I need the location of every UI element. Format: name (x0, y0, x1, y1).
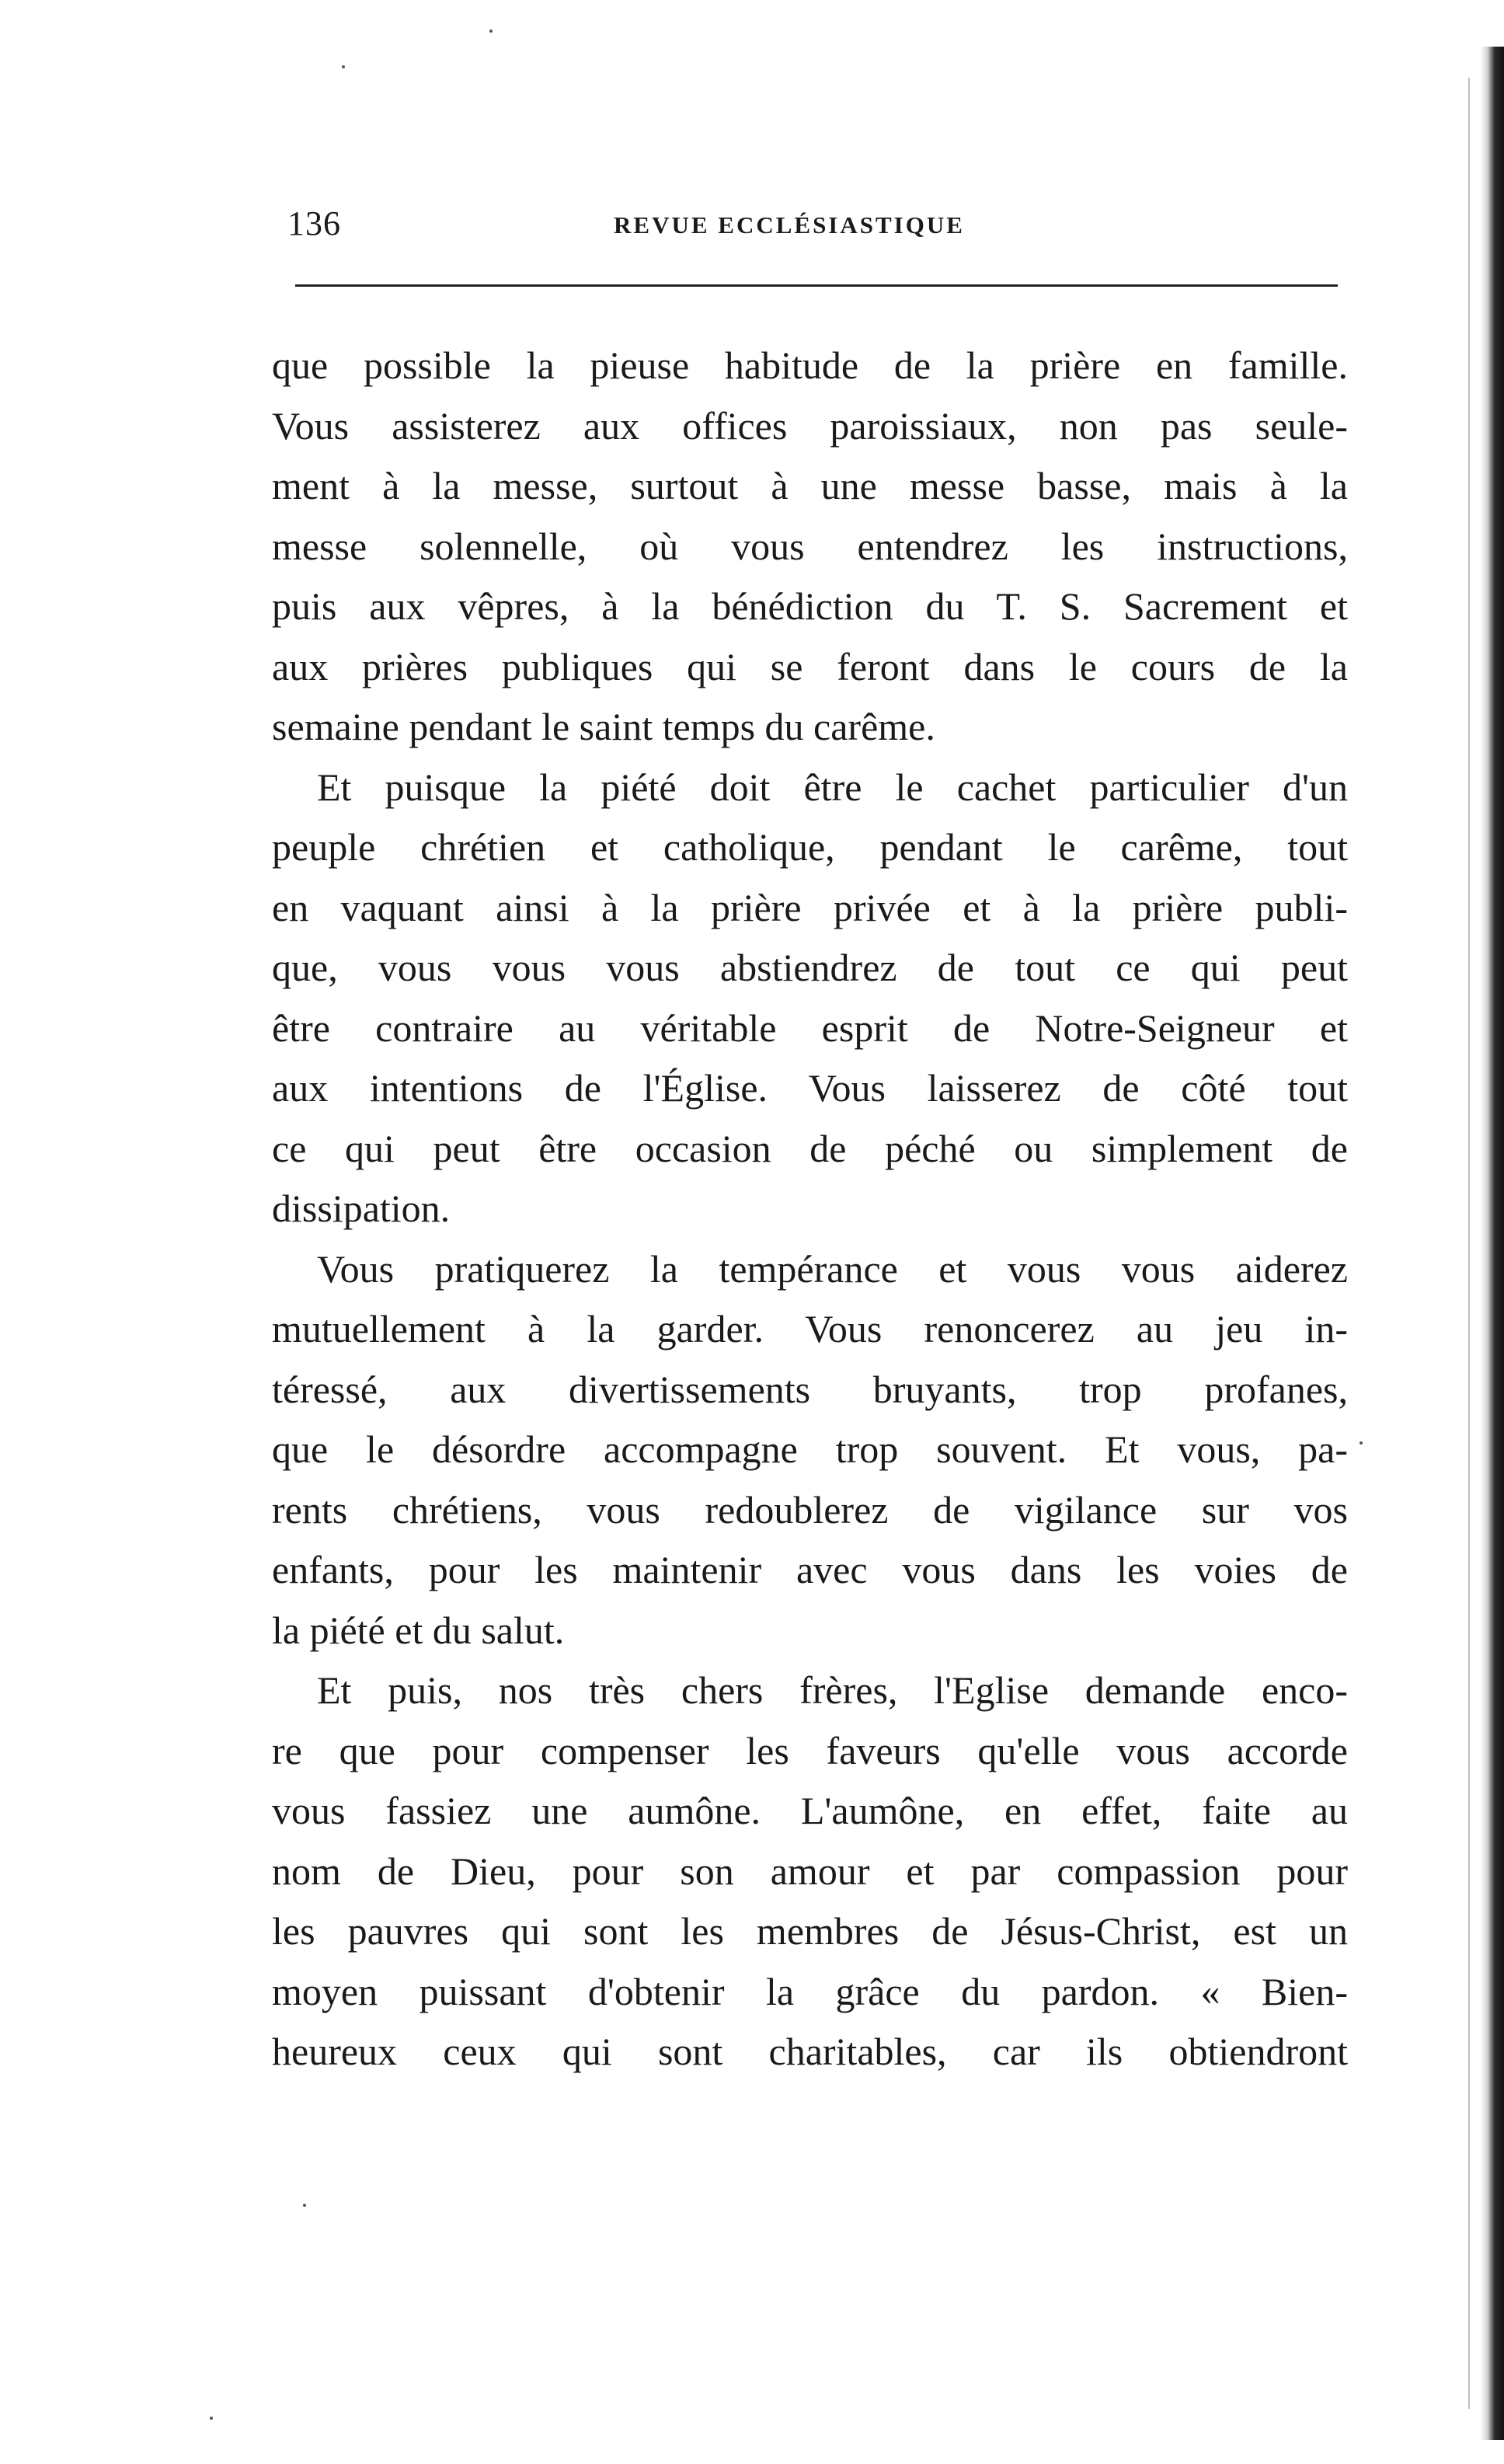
text-line: heureux ceux qui sont charitables, car ils obtiendront (272, 2030, 1348, 2073)
text-line: rents chrétiens, vous redoublerez de vigilance sur vos (272, 1487, 1348, 1532)
text-line: aux intentions de l'Église. Vous laisserez de côté tout (272, 1066, 1348, 1110)
body-text (272, 336, 1348, 2082)
scan-speck (1360, 1441, 1363, 1445)
text-line: puis aux vêpres, à la bénédiction du T. S. Sacrement et (272, 584, 1348, 628)
text-line: moyen puissant d'obtenir la grâce du pardon. « Bien- (272, 1969, 1348, 2013)
scan-edge-line (1468, 78, 1470, 2409)
text-line: que le désordre accompagne trop souvent. Et vous, pa- (272, 1427, 1348, 1471)
scan-speck (342, 65, 345, 68)
page-number: 136 (287, 204, 341, 242)
text-line: messe solennelle, où vous entendrez les instructions, (272, 524, 1348, 568)
text-line: vous fassiez une aumône. L'aumône, en effet, faite au (272, 1789, 1348, 1832)
page-header (287, 204, 1340, 250)
text-line: Et puisque la piété doit être le cachet particulier d'un (317, 765, 1348, 809)
text-line: la piété et du salut. (272, 1608, 565, 1652)
text-line: en vaquant ainsi à la prière privée et à la prière publi- (272, 885, 1348, 929)
text-line: aux prières publiques qui se feront dans le cours de la (272, 644, 1348, 688)
text-line: semaine pendant le saint temps du carême. (272, 705, 935, 748)
running-title: REVUE ECCLÉSIASTIQUE (614, 211, 965, 239)
text-line: nom de Dieu, pour son amour et par compassion pour (272, 1849, 1348, 1893)
text-line: Vous assisterez aux offices paroissiaux, non pas seule- (272, 403, 1348, 448)
text-line: mutuellement à la garder. Vous renoncerez au jeu in- (272, 1307, 1348, 1350)
scan-speck (303, 2204, 306, 2207)
text-line: les pauvres qui sont les membres de Jésus-Christ, est un (272, 1909, 1348, 1953)
text-line: enfants, pour les maintenir avec vous dans les voies de (272, 1548, 1348, 1591)
text-line: ment à la messe, surtout à une messe basse, mais à la (272, 464, 1348, 507)
scan-edge-shadow (1481, 47, 1504, 2440)
scan-speck (489, 30, 493, 33)
text-line: ce qui peut être occasion de péché ou simplement de (272, 1126, 1348, 1170)
text-line: être contraire au véritable esprit de Notre-Seigneur et (272, 1005, 1348, 1050)
text-line: dissipation. (272, 1187, 451, 1230)
text-line: que possible la pieuse habitude de la prière en famille. (272, 343, 1348, 387)
text-line: Vous pratiquerez la tempérance et vous vous aiderez (317, 1246, 1348, 1291)
scan-speck (210, 2417, 213, 2420)
header-rule (295, 284, 1338, 287)
text-line: téressé, aux divertissements bruyants, trop profanes, (272, 1367, 1348, 1411)
text-line: peuple chrétien et catholique, pendant le carême, tout (272, 825, 1348, 869)
text-line: re que pour compenser les faveurs qu'elle vous accorde (272, 1728, 1348, 1772)
text-line: que, vous vous vous abstiendrez de tout ce qui peut (272, 946, 1348, 989)
text-line: Et puis, nos très chers frères, l'Eglise demande enco- (317, 1668, 1348, 1712)
